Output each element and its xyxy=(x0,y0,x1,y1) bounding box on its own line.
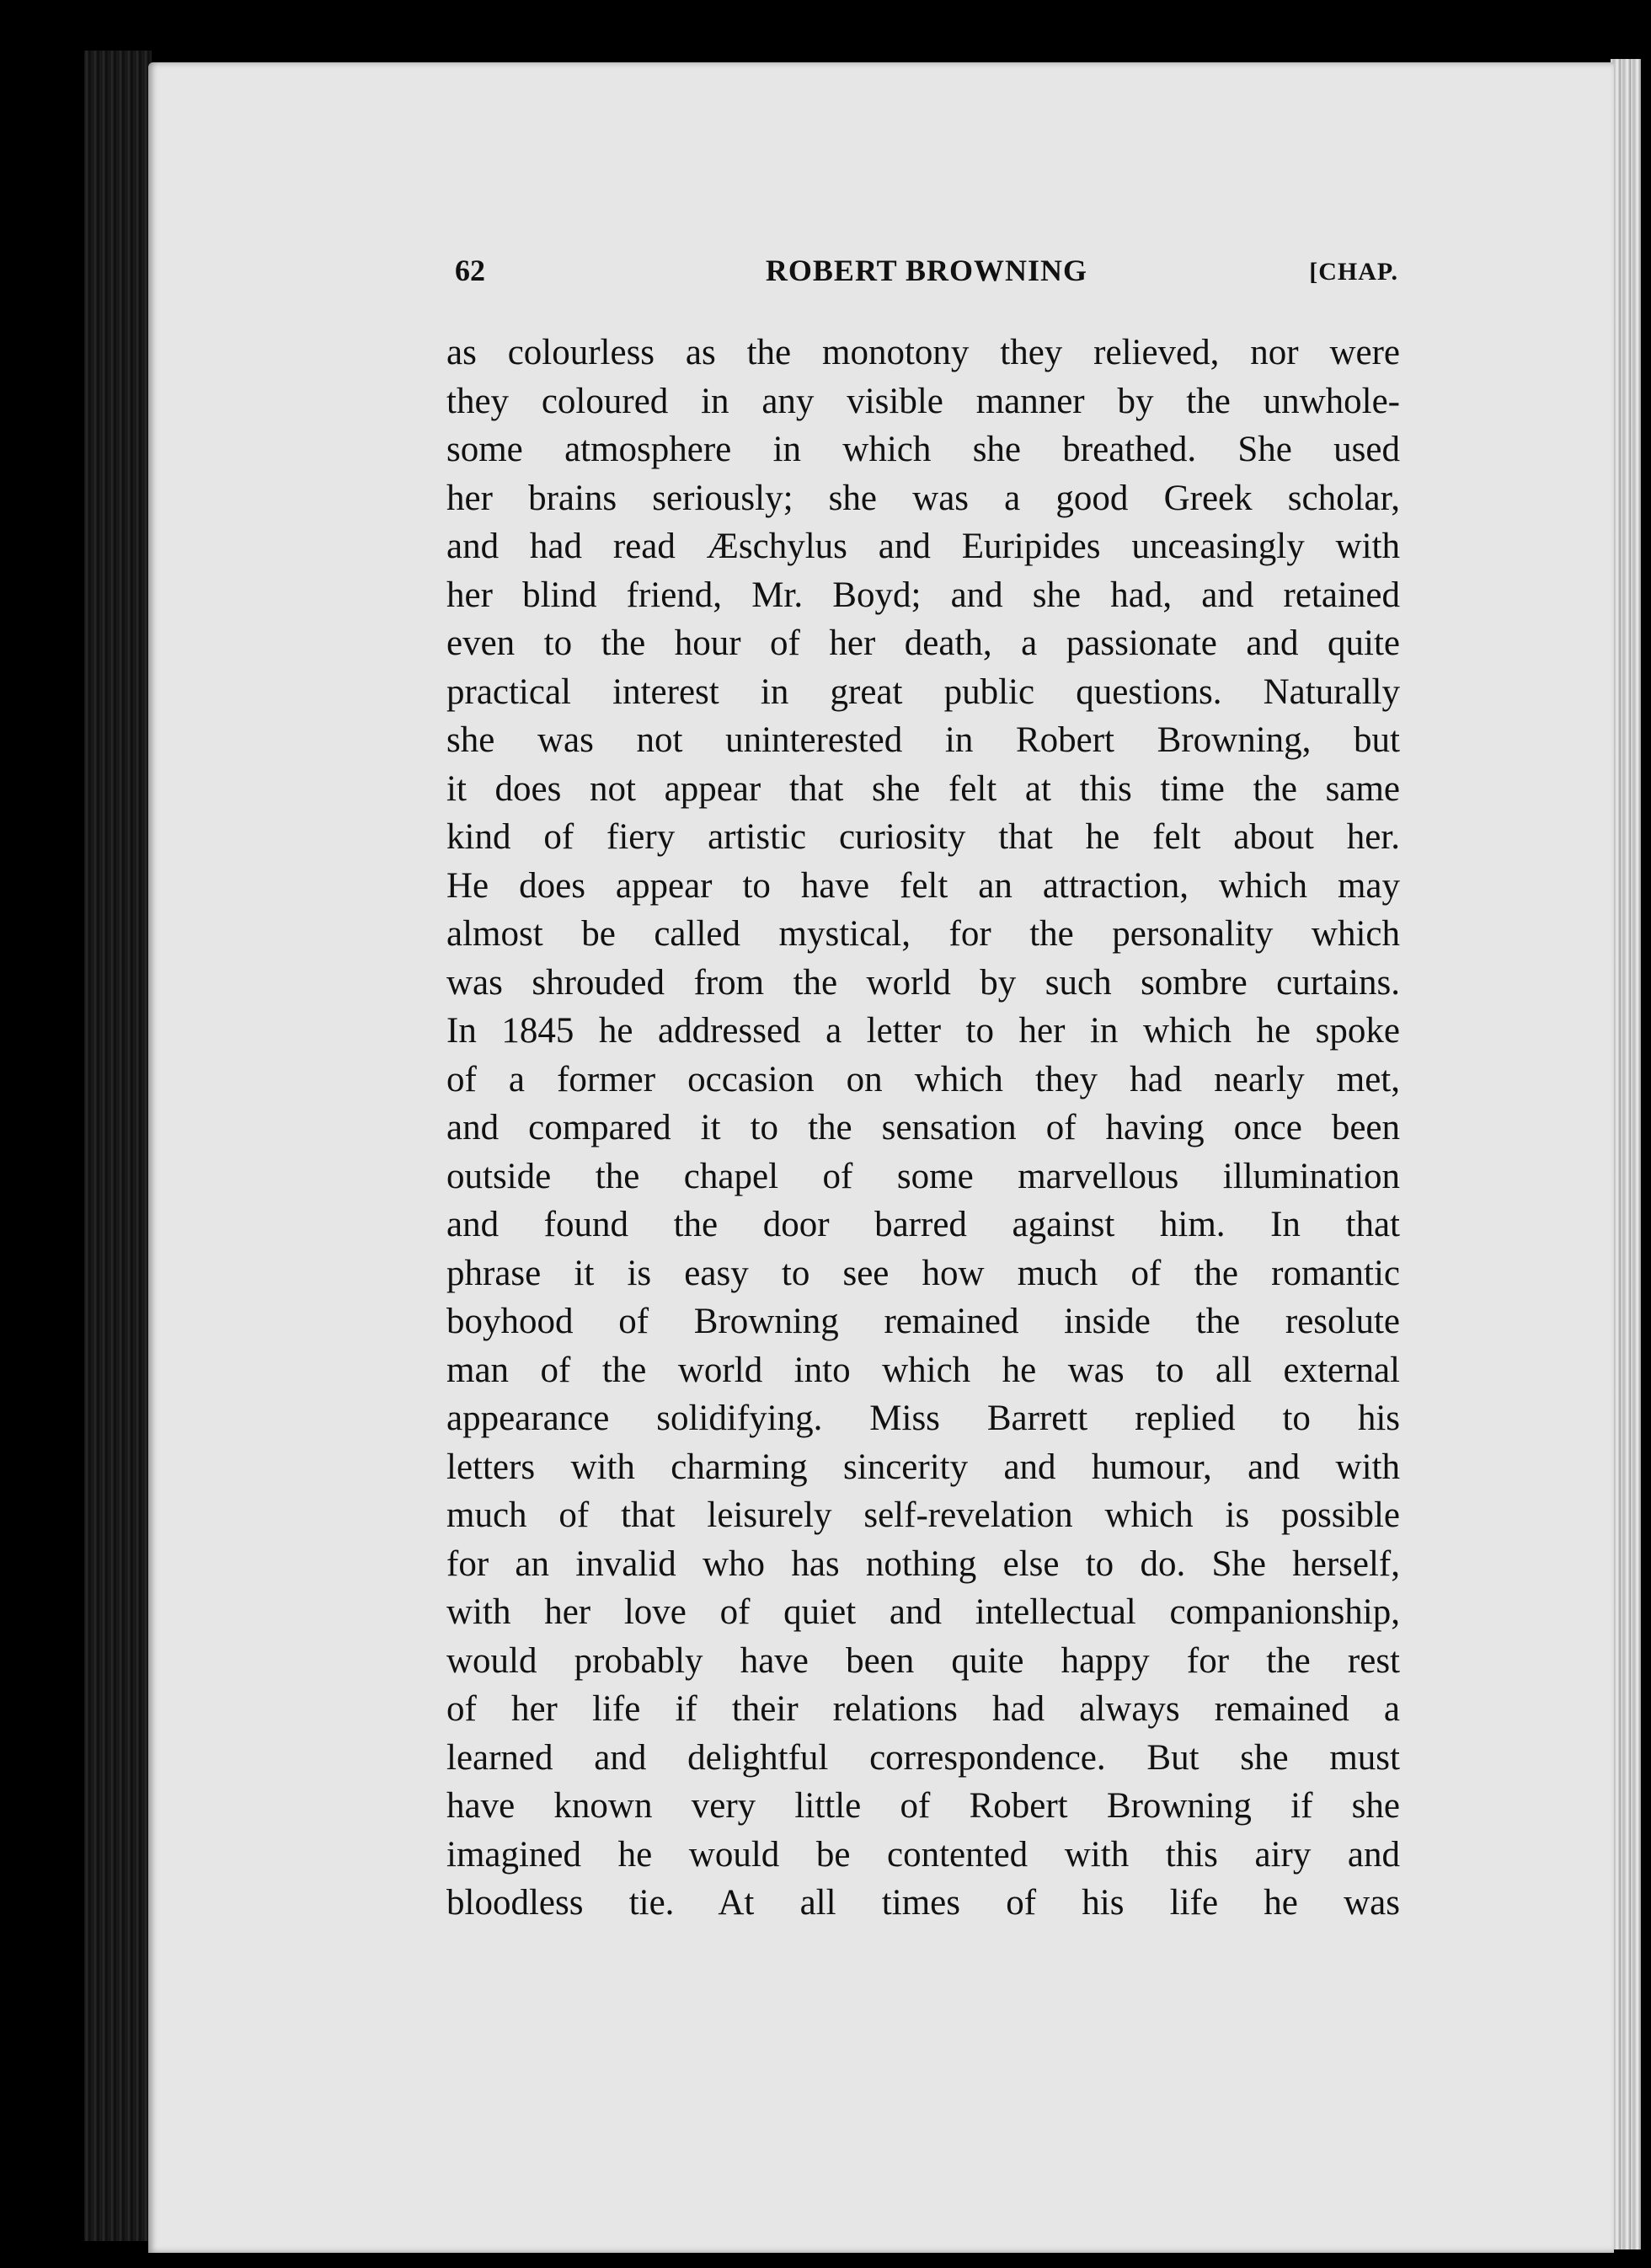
text-line: much of that leisurely self-revelation which is possible xyxy=(446,1495,1400,1535)
text-line: imagined he would be contented with this airy and xyxy=(446,1834,1400,1875)
text-line: for an invalid who has nothing else to do. She herself, xyxy=(446,1543,1400,1584)
text-line: letters with charming sincerity and humour, and with xyxy=(446,1447,1400,1487)
text-line: boyhood of Browning remained inside the resolute xyxy=(446,1302,1400,1341)
text-line: phrase it is easy to see how much of the romantic xyxy=(446,1253,1400,1293)
adjacent-page-edge xyxy=(1611,59,1641,2249)
text-line: as colourless as the monotony they relieved, nor were xyxy=(446,333,1400,372)
body-text xyxy=(446,329,1400,1928)
text-line: almost be called mystical, for the personality which xyxy=(446,914,1400,954)
text-line: In 1845 he addressed a letter to her in which he spoke xyxy=(446,1011,1400,1051)
text-line: they coloured in any visible manner by the unwhole- xyxy=(446,381,1400,421)
text-line: she was not uninterested in Robert Browning, but xyxy=(446,720,1400,760)
text-line: He does appear to have felt an attraction, which may xyxy=(446,865,1400,906)
page-header xyxy=(455,253,1398,295)
text-line: appearance solidifying. Miss Barrett replied to his xyxy=(446,1399,1400,1438)
text-line: and had read Æschylus and Euripides unceasingly with xyxy=(446,527,1400,566)
text-line: it does not appear that she felt at this time the same xyxy=(446,768,1400,809)
text-line: man of the world into which he was to all external xyxy=(446,1350,1400,1390)
text-line: even to the hour of her death, a passionate and quite xyxy=(446,623,1400,663)
text-line: kind of fiery artistic curiosity that he felt about her. xyxy=(446,817,1400,857)
text-line: outside the chapel of some marvellous illumination xyxy=(446,1156,1400,1196)
text-line: with her love of quiet and intellectual companionship, xyxy=(446,1592,1400,1632)
text-line: and found the door barred against him. In that xyxy=(446,1205,1400,1244)
text-line: learned and delightful correspondence. But she must xyxy=(446,1737,1400,1778)
text-line: and compared it to the sensation of having once been xyxy=(446,1108,1400,1147)
text-line: would probably have been quite happy for the rest xyxy=(446,1640,1400,1681)
text-line: some atmosphere in which she breathed. She used xyxy=(446,430,1400,469)
text-line: of a former occasion on which they had nearly met, xyxy=(446,1059,1400,1099)
text-line: her blind friend, Mr. Boyd; and she had, and retained xyxy=(446,575,1400,615)
chapter-mark: [CHAP. xyxy=(1309,258,1398,286)
page-number: 62 xyxy=(455,254,485,287)
text-line: of her life if their relations had always remained a xyxy=(446,1689,1400,1729)
running-head: ROBERT BROWNING xyxy=(765,254,1088,287)
text-line: practical interest in great public questions. Naturally xyxy=(446,671,1400,712)
text-line: bloodless tie. At all times of his life he was xyxy=(446,1883,1400,1923)
book-binding-edge xyxy=(84,51,152,2241)
text-line: have known very little of Robert Browning if she xyxy=(446,1786,1400,1826)
text-line: was shrouded from the world by such sombre curtains. xyxy=(446,962,1400,1003)
text-line: her brains seriously; she was a good Greek scholar, xyxy=(446,478,1400,518)
